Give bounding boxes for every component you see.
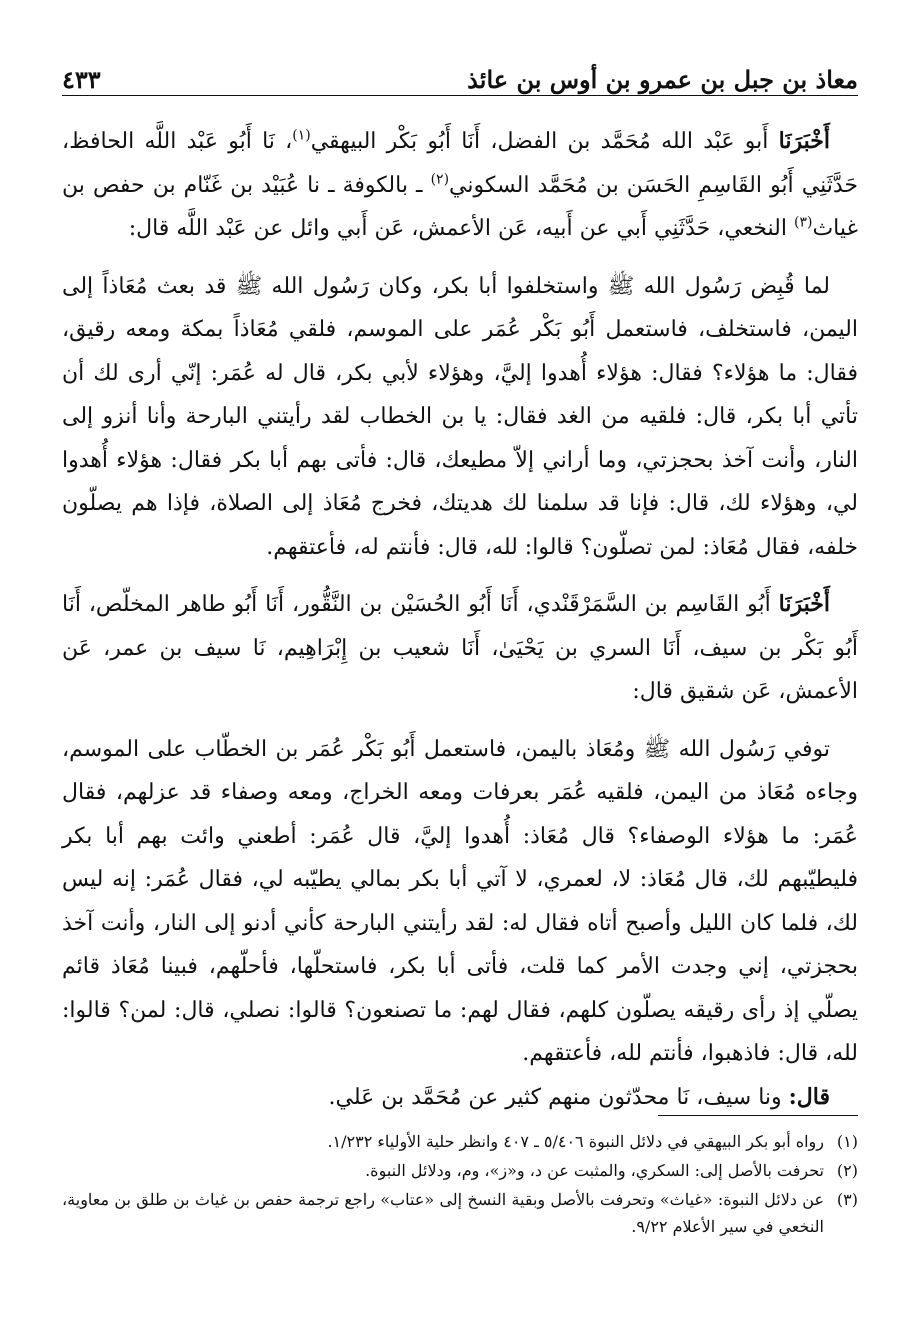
page-number: ٤٣٣ — [62, 65, 101, 94]
isnad-lead: أَخْبَرَنَا — [778, 591, 830, 617]
qala-paragraph — [62, 1076, 858, 1120]
paragraph-text: ونا سيف، نَا محدّثون منهم كثير عن مُحَمَّد بن عَلي. — [328, 1084, 789, 1110]
footnote-1 — [62, 1128, 858, 1155]
footnote-number: (١) — [836, 1132, 858, 1151]
paragraph-text: ـ بالكوفة ـ نا عُبَيْد بن غَنّام بن حفص بن غياث — [62, 172, 858, 241]
matn-paragraph-2 — [62, 728, 858, 1076]
running-head-title: معاذ بن جبل بن عمرو بن أوس بن عائذ — [467, 65, 858, 94]
footnote-text: رواه أبو بكر البيهقي في دلائل النبوة ٥/٤٠٦ ـ ٤٠٧ وانظر حلية الأولياء ١/٢٣٢. — [327, 1132, 824, 1151]
running-head — [62, 52, 858, 92]
footnote-marker-2: (٢) — [430, 171, 450, 188]
footnote-2 — [62, 1157, 858, 1184]
body-text — [62, 120, 858, 1119]
isnad-paragraph-1 — [62, 120, 858, 251]
footnote-marker-3: (٣) — [793, 214, 813, 231]
footnotes — [62, 1128, 858, 1242]
footnote-number: (٢) — [836, 1161, 858, 1180]
qala-lead: قال: — [788, 1083, 830, 1110]
footnote-divider — [658, 1115, 858, 1116]
isnad-paragraph-2 — [62, 583, 858, 714]
paragraph-text: أَبُو القَاسِم بن السَّمَرْقَنْدي، أَنَا أَبُو الحُسَيْن بن النَّقُّور، أَنَا أَبُو طاهر المخلّص، أَنَا أَبُو بَكْر بن سيف، أَنَا السري بن يَحْيَىٰ، أَنَا شعيب بن إِبْرَاهِيم، نَا سيف بن عمر، عَن الأعمش، عَن شقيق قال: — [62, 592, 858, 704]
footnote-marker-1: (١) — [292, 127, 311, 144]
paragraph-text: ، نَا أَبُو عَبْد اللَّه الحافظ، حَدَّثَنِي أَبُو القَاسِمِ الحَسَن بن مُحَمَّد السكوني — [62, 129, 858, 198]
footnote-number: (٣) — [836, 1190, 858, 1209]
paragraph-text: لما قُبِض رَسُول الله ﷺ واستخلفوا أبا بكر، وكان رَسُول الله ﷺ قد بعث مُعَاذاً إلى اليمن، فاستخلف، فاستعمل أَبُو بَكْر عُمَر على الموسم، فلقي مُعَاذاً بمكة ومعه رقيق، فقال: ما هؤلاء؟ فقال: هؤلاء أُهدوا إليَّ، وهؤلاء لأبي بكر، قال له عُمَر: إنّي أرى لك أن تأتي أبا بكر، قال: فلقيه من الغد فقال: يا بن الخطاب لقد رأيتني البارحة وأنا أنزو إلى النار، وأنت آخذ بحجزتي، وما أراني إلاّ مطيعك، قال: فأتى بهم أبا بكر فقال: هؤلاء أُهدوا لي، وهؤلاء لك، قال: فإنا قد سلمنا لك هديتك، فخرج مُعَاذ إلى الصلاة، فإذا هم يصلّون خلفه، فقال مُعَاذ: لمن تصلّون؟ قالوا: لله، قال: فأنتم له، فأعتقهم. — [62, 273, 858, 560]
matn-paragraph-1 — [62, 265, 858, 570]
footnote-text: عن دلائل النبوة: «غياث» وتحرفت بالأصل وبقية النسخ إلى «عتاب» راجع ترجمة حفص بن غياث بن طلق بن معاوية، النخعي في سير الأعلام ٩/٢٢. — [62, 1190, 824, 1236]
paragraph-text: توفي رَسُول الله ﷺ ومُعَاذ باليمن، فاستعمل أَبُو بَكْر عُمَر بن الخطّاب على الموسم، وجاءه مُعَاذ من اليمن، فلقيه عُمَر بعرفات ومعه الخراج، ومعه وصفاء قد عزلهم، فقال عُمَر: ما هؤلاء الوصفاء؟ قال مُعَاذ: أُهدوا إليَّ، قال عُمَر: أطعني وائت بهم أبا بكر فليطيّبهم لك، قال مُعَاذ: لا، لعمري، لا آتي أبا بكر بمالي يطيّبه لي، فقال عُمَر: إنه ليس لك، فلما كان الليل وأصبح أتاه فقال له: لقد رأيتني البارحة كأني أدنو إلى النار، وأنت آخذ بحجزتي، إني وجدت الأمر كما قلت، فأتى أبا بكر، فاستحلّها، فأحلّهم، فبينا مُعَاذ قائم يصلّي إذ رأى رقيقه يصلّون كلهم، فقال لهم: ما تصنعون؟ قالوا: نصلي، قال: لمن؟ قالوا: لله، قال: فاذهبوا، فأنتم لله، فأعتقهم. — [62, 736, 858, 1066]
paragraph-text: أَبو عَبْد الله مُحَمَّد بن الفضل، أَنَا أَبُو بَكْر البيهقي — [310, 129, 779, 154]
isnad-lead: أَخْبَرَنَا — [778, 128, 830, 154]
footnote-3 — [62, 1186, 858, 1240]
footnote-text: تحرفت بالأصل إلى: السكري، والمثبت عن د، و«ز»، وم، ودلائل النبوة. — [365, 1161, 824, 1180]
paragraph-text: النخعي، حَدَّثَنِي أَبي عن أَبيه، عَن الأعمش، عَن أَبي وائل عن عَبْد اللَّه قال: — [128, 216, 794, 241]
header-divider — [62, 95, 858, 96]
